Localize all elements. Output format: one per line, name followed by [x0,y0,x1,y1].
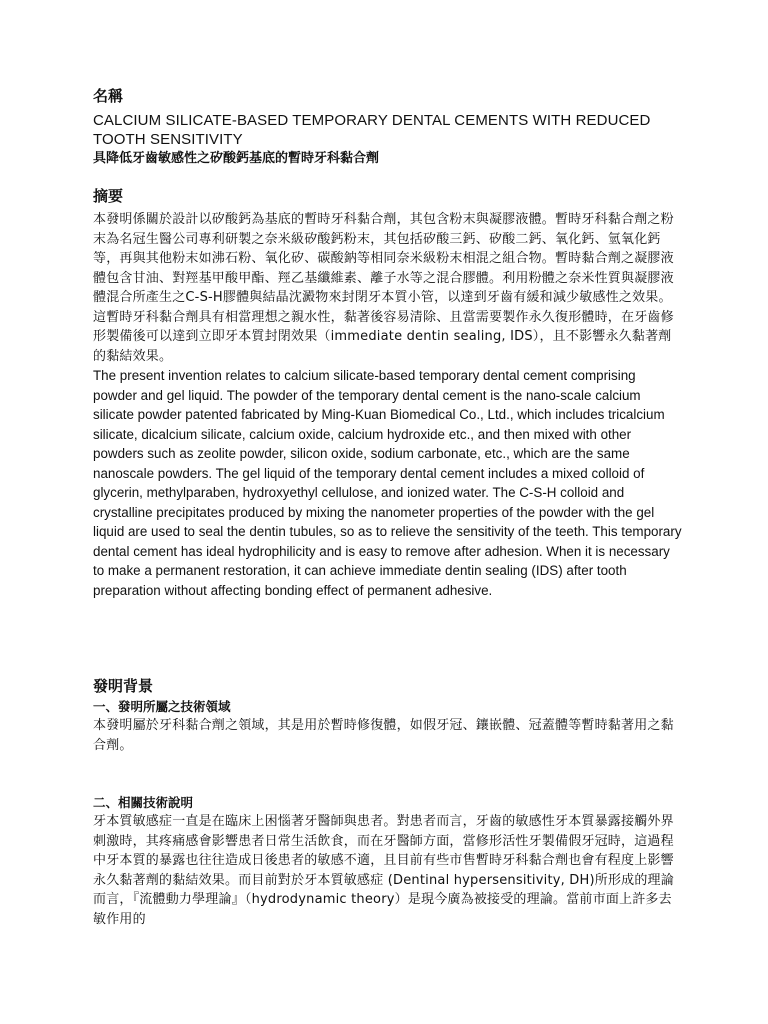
abstract-section [93,186,683,600]
prior-art-paragraph: 牙本質敏感症一直是在臨床上困惱著牙醫師與患者。對患者而言，牙齒的敏感性牙本質暴露接觸外界刺激時，其疼痛感會影響患者日常生活飲食，而在牙醫師方面，當修形活性牙製備假牙冠時，這過程中牙本質的暴露也往往造成日後患者的敏感不適，且目前有些市售暫時牙科黏合劑也會有程度上影響永久黏著劑的黏結效果。而目前對於牙本質敏感症 (Dentinal hypersensitivity, DH)所形成的理論而言，『流體動力學理論』（hydrodynamic theory）是現今廣為被接受的理論。當前市面上許多去敏作用的 [93,814,674,927]
background-section [93,676,683,755]
abstract-paragraph-english: The present invention relates to calcium silicate-based temporary dental cement comprising powder and gel liquid. The powder of the temporary dental cement is the nano-scale calcium silicate powder patented fabricated by Ming-Kuan Biomedical Co., Ltd., which includes tricalcium silicate, dicalcium silicate, calcium oxide, calcium hydroxide etc., and then mixed with other powders such as zeolite powder, silicon oxide, sodium carbonate, etc., which are the same nanoscale powders. The gel liquid of the temporary dental cement includes a mixed colloid of glycerin, methylparaben, hydroxyethyl cellulose, and ionized water. The C-S-H colloid and crystalline precipitates produced by mixing the nanometer properties of the powder with the gel liquid are used to seal the dentin tubules, so as to relieve the sensitivity of the teeth. This temporary dental cement has ideal hydrophilicity and is easy to remove after adhesion. When it is necessary to make a permanent restoration, it can achieve immediate dentin sealing (IDS) after tooth preparation without affecting bonding effect of permanent adhesive. [93,368,682,598]
technical-field-paragraph: 本發明屬於牙科黏合劑之領域，其是用於暫時修復體，如假牙冠、鑲嵌體、冠蓋體等暫時黏著用之黏合劑。 [93,718,674,753]
prior-art-heading: 二、相關技術說明 [93,795,194,810]
background-heading: 發明背景 [93,677,154,695]
abstract-paragraph-chinese: 本發明係關於設計以矽酸鈣為基底的暫時牙科黏合劑，其包含粉末與凝膠液體。暫時牙科黏合劑之粉末為名冠生醫公司專利研製之奈米級矽酸鈣粉末，其包括矽酸三鈣、矽酸二鈣、氧化鈣、氫氧化鈣等，再與其他粉末如沸石粉、氧化矽、碳酸鈉等相同奈米級粉末相混之組合物。暫時黏合劑之凝膠液體包含甘油、對羥基甲酸甲酯、羥乙基纖維素、離子水等之混合膠體。利用粉體之奈米性質與凝膠液體混合所產生之C-S-H膠體與結晶沈澱物來封閉牙本質小管，以達到牙齒有緩和減少敏感性之效果。這暫時牙科黏合劑具有相當理想之親水性，黏著後容易清除、且當需要製作永久復形體時，在牙齒修形製備後可以達到立即牙本質封閉效果（immediate dentin sealing, IDS），且不影響永久黏著劑的黏結效果。 [93,212,674,364]
name-heading: 名稱 [93,87,124,105]
technical-field-heading: 一、發明所屬之技術領域 [93,699,231,714]
title-chinese: 具降低牙齒敏感性之矽酸鈣基底的暫時牙科黏合劑 [93,151,380,166]
name-section [93,86,683,168]
title-english: CALCIUM SILICATE-BASED TEMPORARY DENTAL CEMENTS WITH REDUCED TOOTH SENSITIVITY [93,112,651,148]
abstract-heading: 摘要 [93,187,124,205]
prior-art-section [93,794,683,929]
